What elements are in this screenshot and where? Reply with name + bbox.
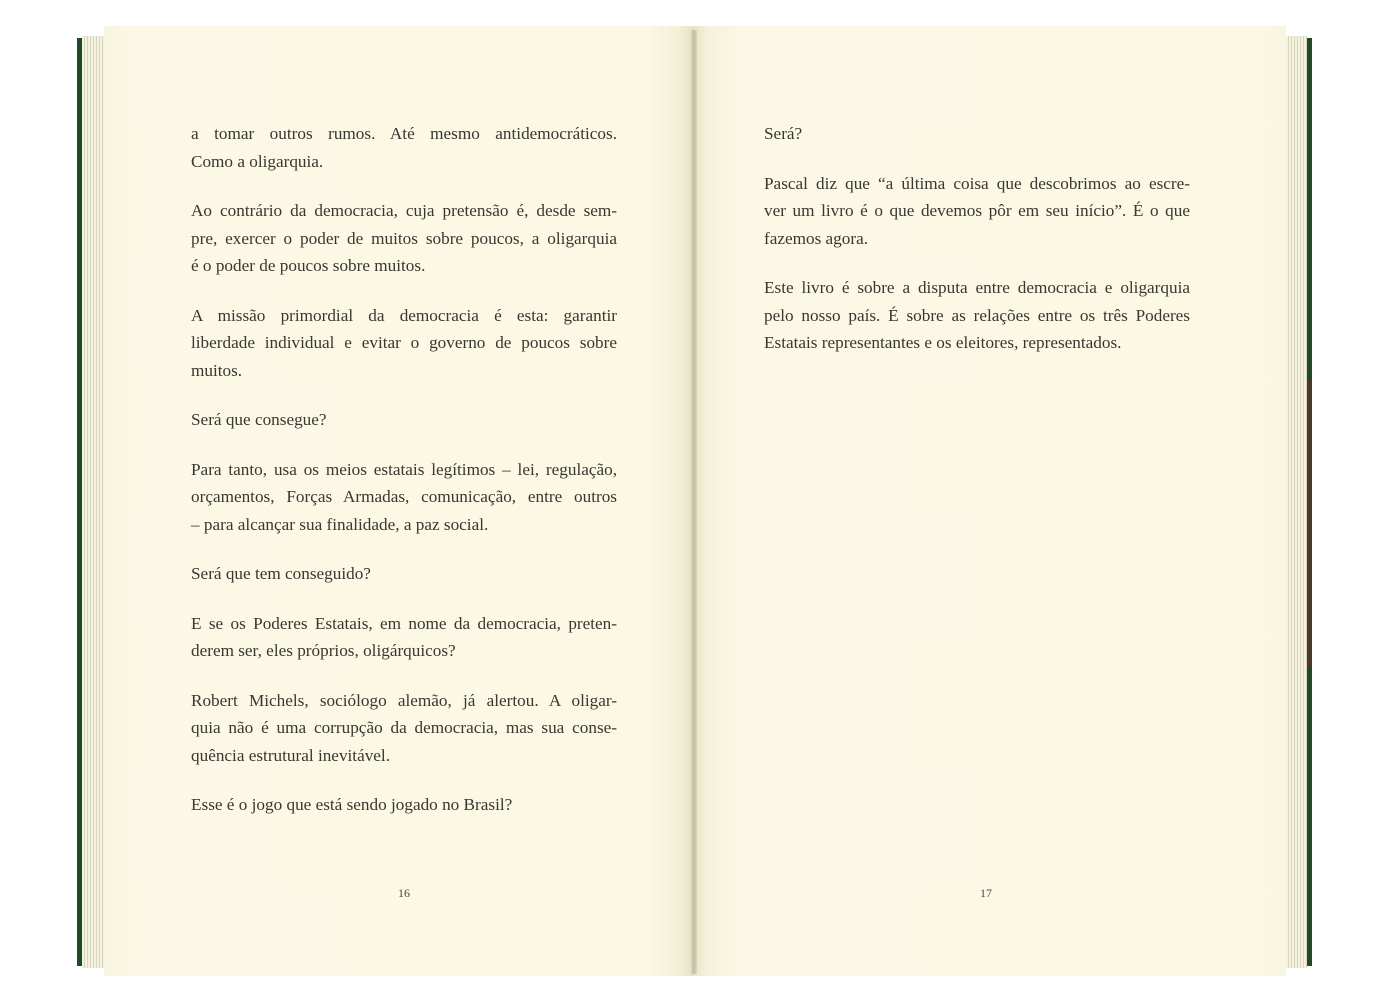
text-line: Esse é o jogo que está sendo jogado no Brasil? (191, 795, 513, 814)
text-line: quência estrutural inevitável. (191, 745, 391, 765)
text-line: ver um livro é o que devemos pôr em seu início”. É o que (764, 201, 1190, 220)
text-line: quia não é uma corrupção da democracia, mas sua conse- (191, 718, 617, 737)
text-line: Será que consegue? (191, 410, 327, 429)
paragraph (191, 456, 617, 539)
page-number-left: 16 (398, 886, 410, 900)
text-line: Como a oligarquia. (191, 151, 324, 171)
paragraph (764, 170, 1190, 253)
page-stack-left (82, 36, 104, 968)
text-line: Será que tem conseguido? (191, 564, 371, 583)
text-line: – para alcançar sua finalidade, a paz social. (191, 514, 489, 534)
text-line: derem ser, eles próprios, oligárquicos? (191, 641, 456, 660)
text-line: Pascal diz que “a última coisa que descobrimos ao escre- (764, 173, 1190, 193)
paragraph (191, 791, 617, 819)
paragraph (191, 406, 617, 434)
text-line: a tomar outros rumos. Até mesmo antidemocráticos. (191, 124, 617, 143)
text-line: fazemos agora. (764, 228, 869, 248)
text-line: Ao contrário da democracia, cuja pretensão é, desde sem- (191, 201, 617, 220)
paragraph (764, 274, 1190, 357)
paragraph (191, 302, 617, 385)
paragraph (191, 560, 617, 588)
text-line: muitos. (191, 360, 243, 380)
book-gutter (691, 30, 697, 974)
paragraph (191, 120, 617, 175)
text-line: pelo nosso país. É sobre as relações entre os três Poderes (764, 305, 1190, 325)
text-line: E se os Poderes Estatais, em nome da democracia, preten- (191, 613, 617, 633)
text-line: orçamentos, Forças Armadas, comunicação, entre outros (191, 487, 617, 506)
cover-edge-right (1307, 38, 1312, 966)
text-line: A missão primordial da democracia é esta: garantir (191, 305, 617, 325)
paragraph (191, 610, 617, 665)
paragraph (764, 120, 1190, 148)
text-line: Para tanto, usa os meios estatais legítimos – lei, regulação, (191, 459, 617, 479)
cover-edge-band (1307, 380, 1312, 668)
text-line: é o poder de poucos sobre muitos. (191, 256, 426, 275)
text-line: Estatais representantes e os eleitores, representados. (764, 333, 1122, 352)
text-line: Este livro é sobre a disputa entre democracia e oligarquia (764, 278, 1190, 297)
page-stack-right (1286, 36, 1307, 968)
left-page-text (191, 120, 617, 841)
text-line: pre, exercer o poder de muitos sobre poucos, a oligarquia (191, 228, 617, 248)
text-line: Será? (764, 124, 803, 143)
right-page-text (764, 120, 1190, 379)
paragraph (191, 687, 617, 770)
text-line: liberdade individual e evitar o governo de poucos sobre (191, 333, 617, 352)
page-number-right: 17 (980, 886, 992, 900)
text-line: Robert Michels, sociólogo alemão, já alertou. A oligar- (191, 690, 617, 710)
paragraph (191, 197, 617, 280)
